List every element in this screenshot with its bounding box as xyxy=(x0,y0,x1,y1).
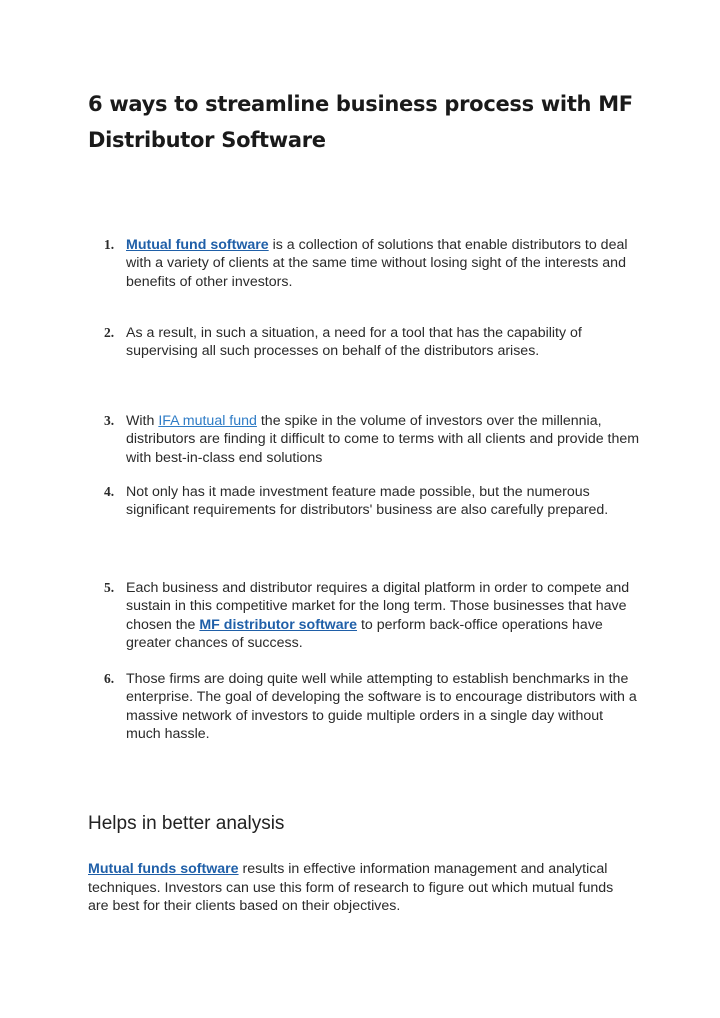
mutual-fund-software-link[interactable]: Mutual fund software xyxy=(126,237,269,253)
list-item-text xyxy=(126,236,641,291)
section-heading: Helps in better analysis xyxy=(88,813,285,834)
list-item-body: the spike in the volume of investors over the millennia, distributors are finding it difficult to come to terms with all clients and provide them with best-in-class end solutions xyxy=(126,413,640,466)
list-item-number: 1. xyxy=(104,237,115,252)
section-paragraph xyxy=(88,860,628,916)
list-item-body: Not only has it made investment feature made possible, but the numerous significant requirements for distributors' business are also carefully prepared. xyxy=(126,484,609,519)
mutual-funds-software-link[interactable]: Mutual funds software xyxy=(88,861,239,877)
list-item-body: to perform back-office operations have greater chances of success. xyxy=(126,616,603,651)
list-item-number: 3. xyxy=(104,413,115,428)
list-item-text xyxy=(126,579,641,652)
list-item-prefix: With xyxy=(126,413,159,429)
list-item-number: 2. xyxy=(104,325,115,340)
list-item-body: As a result, in such a situation, a need for a tool that has the capability of supervising all such processes on behalf of the distributors arises. xyxy=(126,325,582,360)
list-item-text xyxy=(126,412,641,467)
list-item-body: is a collection of solutions that enable distributors to deal with a variety of clients at the same time without losing sight of the interests and benefits of other investors. xyxy=(126,237,628,290)
list-item-number: 6. xyxy=(104,671,115,686)
list-item-text xyxy=(126,324,641,361)
list-item-number: 5. xyxy=(104,580,115,595)
list-item-body: Those firms are doing quite well while attempting to establish benchmarks in the enterprise. The goal of developing the software is to encourage distributors with a massive network of investors to guide multiple orders in a single day without much hassle. xyxy=(126,671,637,742)
list-item-prefix: Each business and distributor requires a digital platform in order to compete and sustain in this competitive market for the long term. Those businesses that have chosen the xyxy=(126,580,630,633)
section-paragraph-body: results in effective information management and analytical techniques. Investors can use this form of research to figure out which mutual funds are best for their clients based on their objectives. xyxy=(88,861,614,914)
list-item-text xyxy=(126,483,641,520)
list-item-number: 4. xyxy=(104,484,115,499)
mf-distributor-software-link[interactable]: MF distributor software xyxy=(199,616,358,633)
document-title: 6 ways to streamline business process with MF Distributor Software xyxy=(88,92,633,152)
ifa-mutual-fund-link[interactable]: IFA mutual fund xyxy=(158,413,257,429)
list-item-text xyxy=(126,670,641,743)
